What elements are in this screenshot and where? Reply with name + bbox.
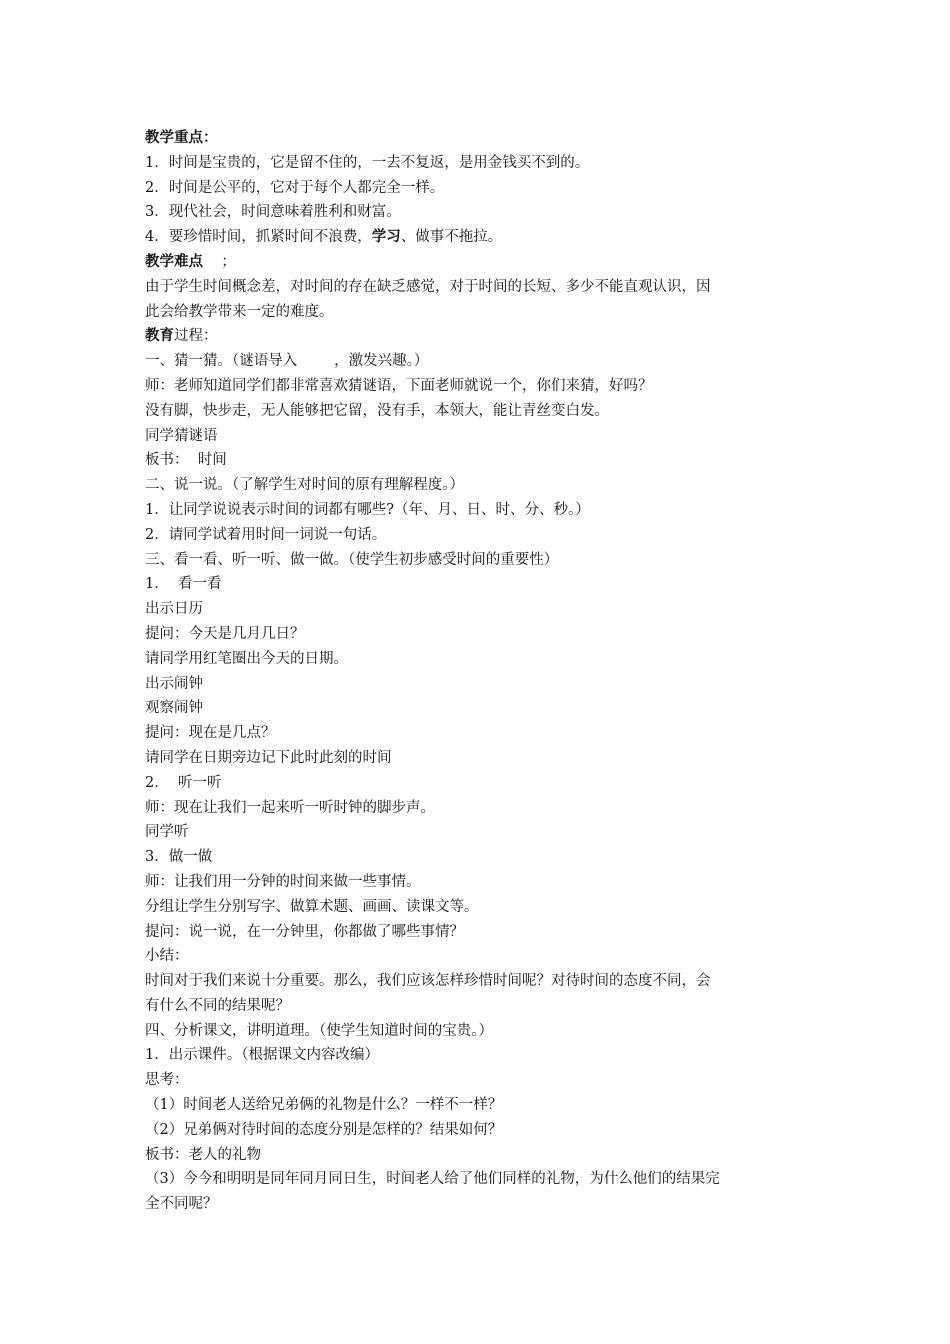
text-segment: 三、看一看、听一听、做一做。（使学生初步感受时间的重要性） [145,551,559,568]
text-line [145,696,815,721]
text-segment: 4．要珍惜时间，抓紧时间不浪费， [145,229,372,246]
text-segment: 板书： 时间 [145,452,227,469]
text-line [145,820,815,845]
text-line [145,771,815,796]
text-segment: 没有脚，快步走，无人能够把它留，没有手，本领大，能让青丝变白发。 [145,402,609,419]
text-segment: 时间对于我们来说十分重要。那么，我们应该怎样珍惜时间呢？对待时间的态度不同，会 [145,973,711,990]
text-segment: 提问：现在是几点？ [145,725,276,742]
text-segment: 观察闹钟 [145,700,203,717]
text-segment: 小结： [145,948,189,965]
text-segment: 提问：今天是几月几日？ [145,625,305,642]
text-segment: ； [203,253,236,270]
text-segment: 师：让我们用一分钟的时间来做一些事情。 [145,873,421,890]
text-line [145,1068,815,1093]
text-segment: 全不同呢？ [145,1196,218,1213]
text-line [145,597,815,622]
bold-text: 学习 [371,228,401,246]
text-line [145,473,815,498]
text-line [145,498,815,523]
text-segment: 3．做一做 [145,849,213,866]
text-line [145,796,815,821]
text-line [145,200,815,225]
text-segment: 同学猜谜语 [145,427,218,444]
text-segment: 二、说一说。（了解学生对时间的原有理解程度。） [145,477,464,494]
text-line [145,1019,815,1044]
text-line [145,399,815,424]
text-segment: 2．时间是公平的，它对于每个人都完全一样。 [145,179,445,196]
text-line [145,845,815,870]
text-line [145,647,815,672]
text-line [145,572,815,597]
text-segment: 师：老师知道同学们都非常喜欢猜谜语，下面老师就说一个，你们来猜，好吗？ [145,377,653,394]
text-segment: 出示日历 [145,601,203,618]
text-segment: 1．出示课件。（根据课文内容改编） [145,1047,379,1064]
text-line [145,1093,815,1118]
text-line [145,324,815,349]
text-line [145,969,815,994]
text-line [145,721,815,746]
text-line [145,895,815,920]
text-segment: 、做事不拖拉。 [400,229,503,246]
text-segment: 1．让同学说说表示时间的词都有哪些?（年、月、日、时、分、秒。） [145,501,590,518]
text-segment: 四、分析课文，讲明道理。（使学生知道时间的宝贵。） [145,1022,493,1039]
text-line [145,374,815,399]
text-segment: 思考： [145,1072,189,1089]
text-segment: 板书：老人的礼物 [145,1146,261,1163]
bold-text: 教学难点 [145,252,203,270]
bold-text: 教学重点： [145,129,218,146]
text-line [145,1143,815,1168]
text-segment: 3．现代社会，时间意味着胜利和财富。 [145,204,401,221]
text-line [145,746,815,771]
text-segment: 请同学用红笔圈出今天的日期。 [145,650,348,667]
document-body [145,126,815,1217]
text-segment: 一、猜一猜。（谜语导入 ，激发兴趣。） [145,353,429,370]
text-line [145,1167,815,1192]
text-line [145,176,815,201]
text-segment: 此会给教学带来一定的难度。 [145,303,334,320]
text-line [145,349,815,374]
text-line [145,994,815,1019]
text-segment: 2． 听一听 [145,774,222,791]
text-line [145,523,815,548]
text-segment: （3）今今和明明是同年同月同日生，时间老人给了他们同样的礼物，为什么他们的结果完 [145,1171,720,1188]
text-line [145,448,815,473]
text-segment: 提问：说一说，在一分钟里，你都做了哪些事情？ [145,923,464,940]
text-segment: 1．时间是宝贵的，它是留不住的，一去不复返，是用金钱买不到的。 [145,154,590,171]
text-line [145,300,815,325]
bold-text: 教育 [145,327,174,345]
text-line [145,424,815,449]
text-line [145,548,815,573]
text-segment: 过程： [174,328,218,345]
text-line [145,870,815,895]
text-segment: （2）兄弟俩对待时间的态度分别是怎样的？结果如何？ [145,1121,503,1138]
text-segment: （1）时间老人送给兄弟俩的礼物是什么？一样不一样？ [145,1097,503,1114]
text-line [145,126,815,151]
text-line [145,151,815,176]
text-line [145,250,815,275]
text-line [145,1043,815,1068]
text-segment: 由于学生时间概念差，对时间的存在缺乏感觉，对于时间的长短、多少不能直观认识，因 [145,278,711,295]
text-segment: 有什么不同的结果呢？ [145,997,290,1014]
text-line [145,1192,815,1217]
text-segment: 同学听 [145,824,189,841]
text-line [145,225,815,250]
text-segment: 师：现在让我们一起来听一听时钟的脚步声。 [145,799,435,816]
text-segment: 1． 看一看 [145,576,222,593]
text-segment: 出示闹钟 [145,675,203,692]
text-line [145,944,815,969]
text-segment: 请同学在日期旁边记下此时此刻的时间 [145,749,392,766]
text-line [145,1118,815,1143]
text-line [145,622,815,647]
text-segment: 分组让学生分别写字、做算术题、画画、读课文等。 [145,898,479,915]
text-line [145,920,815,945]
text-line [145,672,815,697]
text-line [145,275,815,300]
text-segment: 2．请同学试着用时间一词说一句话。 [145,526,387,543]
